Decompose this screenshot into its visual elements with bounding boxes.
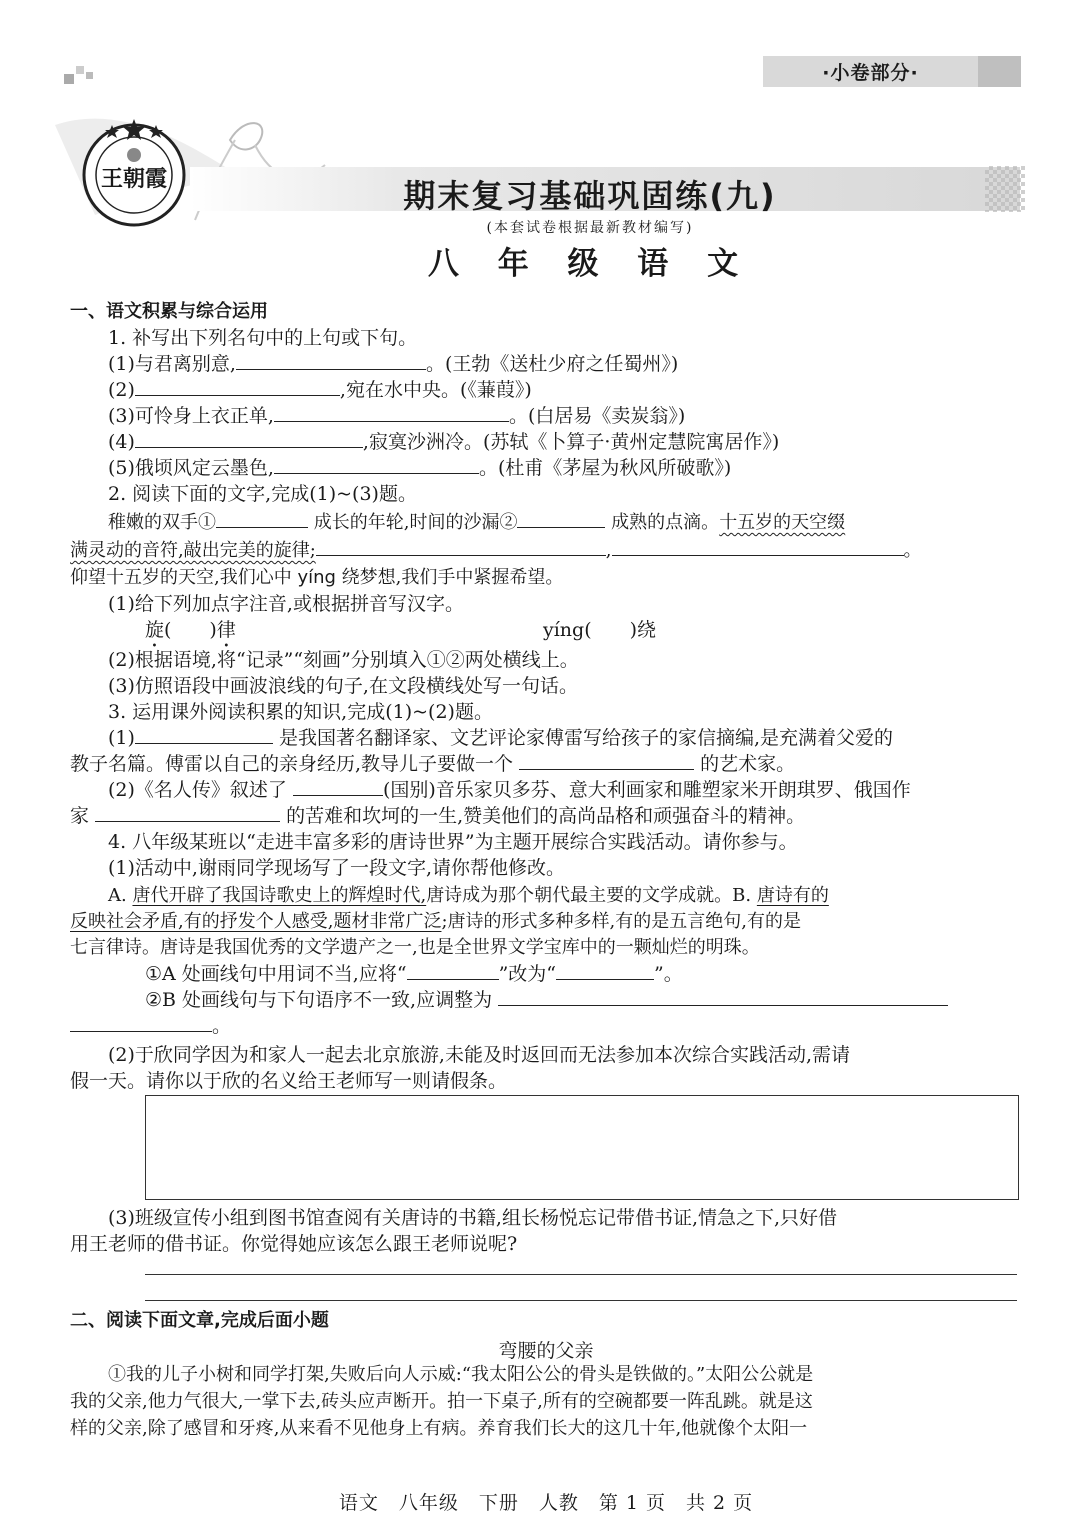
article-paragraph-line: 样的父亲,除了感冒和牙疼,从来看不见他身上有病。养育我们长大的这几十年,他就像个太阳一 xyxy=(70,1418,808,1439)
q2-sub-1: (1)给下列加点字注音,或根据拼音写汉字。 xyxy=(108,593,464,615)
q1-item-4: (4) ,寂寞沙洲冷。(苏轼《卜算子·黄州定慧院寓居作》) xyxy=(108,431,780,453)
q4-passage-line-3: 七言律诗。唐诗是我国优秀的文学遗产之一,也是全世界文学宝库中的一颗灿烂的明珠。 xyxy=(70,937,760,958)
q1-prompt: 1. 补写出下列名句中的上句或下句。 xyxy=(108,327,418,349)
answer-blank[interactable] xyxy=(407,961,499,980)
q1-item-1: (1)与君离别意, 。(王勃《送杜少府之任蜀州》) xyxy=(108,353,679,375)
answer-line[interactable] xyxy=(145,1274,1017,1275)
leave-note-answer-box[interactable] xyxy=(145,1095,1019,1200)
answer-blank[interactable] xyxy=(293,777,383,796)
corner-squares xyxy=(64,62,104,92)
page-title: 期末复习基础巩固练(九) xyxy=(403,177,777,215)
answer-blank[interactable] xyxy=(498,987,948,1006)
answer-blank[interactable] xyxy=(519,751,694,770)
answer-blank[interactable] xyxy=(70,1013,212,1032)
article-paragraph-line: ①我的儿子小树和同学打架,失败后向人示威:“我太阳公公的骨头是铁做的。”太阳公公就是 xyxy=(108,1364,814,1385)
q4-sub-1-b: ②B 处画线句与下句语序不一致,应调整为 xyxy=(145,987,1092,1013)
q1-item-3: (3)可怜身上衣正单, 。(白居易《卖炭翁》) xyxy=(108,405,686,427)
q4-sub-2-line-2: 假一天。请你以于欣的名义给王老师写一则请假条。 xyxy=(70,1070,508,1092)
q2-passage-line-1: 稚嫩的双手① 成长的年轮,时间的沙漏② 成熟的点滴。十五岁的天空缀 xyxy=(108,509,1063,536)
article-title: 弯腰的父亲 xyxy=(498,1340,594,1362)
q2-sub-2: (2)根据语境,将“记录”“刻画”分别填入①②两处横线上。 xyxy=(108,649,579,671)
q3-sub-2-line-1: (2)《名人传》叙述了 (国别)音乐家贝多芬、意大利画家和雕塑家米开朗琪罗、俄国作 xyxy=(108,779,911,801)
q4-sub-1-b-cont: 。 xyxy=(70,1013,1025,1039)
q1-item-5: (5)俄顷风定云墨色, 。(杜甫《茅屋为秋风所破歌》) xyxy=(108,457,732,479)
answer-blank[interactable] xyxy=(95,803,280,822)
section-1-heading: 一、语文积累与综合运用 xyxy=(70,301,268,322)
q4-sub-1-a: ①A 处画线句中用词不当,应将“ ”改为“ ”。 xyxy=(145,963,683,985)
logo-text: 王朝霞 xyxy=(100,166,167,192)
q2-prompt: 2. 阅读下面的文字,完成(1)~(3)题。 xyxy=(108,483,417,505)
answer-blank-2[interactable] xyxy=(517,509,605,528)
q3-prompt: 3. 运用课外阅读积累的知识,完成(1)~(2)题。 xyxy=(108,701,493,723)
q4-sub-3-line-2: 用王老师的借书证。你觉得她应该怎么跟王老师说呢? xyxy=(70,1233,518,1255)
q4-passage-line-2: 反映社会矛盾,有的抒发个人感受,题材非常广泛;唐诗的形式多种多样,有的是五言绝句,有的是 xyxy=(70,911,801,932)
subject-title: 八 年 级 语 文 xyxy=(427,246,753,282)
edition-note: (本套试卷根据最新教材编写) xyxy=(486,220,694,236)
q3-sub-1-line-2: 教子名篇。傅雷以自己的亲身经历,教导儿子要做一个 的艺术家。 xyxy=(70,753,796,775)
q4-passage-line-1: A. 唐代开辟了我国诗歌史上的辉煌时代,唐诗成为那个朝代最主要的文学成就。B. 唐诗有的 xyxy=(108,885,829,906)
answer-blank[interactable] xyxy=(316,537,606,556)
q2-sub-1-item-b: yíng( )绕 xyxy=(543,619,657,641)
q4-prompt: 4. 八年级某班以“走进丰富多彩的唐诗世界”为主题开展综合实践活动。请你参与。 xyxy=(108,831,798,853)
q2-passage-line-3: 仰望十五岁的天空,我们心中 yíng 绕梦想,我们手中紧握希望。 xyxy=(70,567,564,588)
q2-sub-3: (3)仿照语段中画波浪线的句子,在文段横线处写一句话。 xyxy=(108,675,578,697)
answer-blank[interactable] xyxy=(274,403,509,422)
answer-blank[interactable] xyxy=(612,537,904,556)
answer-blank[interactable] xyxy=(236,351,426,370)
q4-sub-2-line-1: (2)于欣同学因为和家人一起去北京旅游,未能及时返回而无法参加本次综合实践活动,需请 xyxy=(108,1044,850,1066)
checker-decoration xyxy=(985,166,1025,212)
q3-sub-1-line-1: (1) 是我国著名翻译家、文艺评论家傅雷写给孩子的家信摘编,是充满着父爱的 xyxy=(108,727,894,749)
article-paragraph-line: 我的父亲,他力气很大,一掌下去,砖头应声断开。拍一下桌子,所有的空碗都要一阵乱跳。就是这 xyxy=(70,1391,813,1412)
q4-sub-3-line-1: (3)班级宣传小组到图书馆查阅有关唐诗的书籍,组长杨悦忘记带借书证,情急之下,只好借 xyxy=(108,1207,838,1229)
q1-item-2: (2) ,宛在水中央。(《蒹葭》) xyxy=(108,379,532,401)
q3-sub-2-line-2: 家 的苦难和坎坷的一生,赞美他们的高尚品格和顽强奋斗的精神。 xyxy=(70,805,806,827)
q2-sub-1-item-a: 旋( )律 xyxy=(145,619,236,641)
q2-passage-line-2: 满灵动的音符,敲出完美的旋律; , 。 xyxy=(70,537,1025,564)
section-tag-side xyxy=(978,56,1021,87)
page-footer: 语文 八年级 下册 人教 第 1 页 共 2 页 xyxy=(338,1492,754,1514)
section-2-heading: 二、阅读下面文章,完成后面小题 xyxy=(70,1310,329,1331)
answer-blank-1[interactable] xyxy=(216,509,308,528)
q4-sub-1: (1)活动中,谢雨同学现场写了一段文字,请你帮他修改。 xyxy=(108,857,565,879)
answer-blank[interactable] xyxy=(135,429,363,448)
answer-blank[interactable] xyxy=(556,961,654,980)
section-tag: ·小卷部分· xyxy=(763,56,978,87)
answer-blank[interactable] xyxy=(274,455,479,474)
answer-blank[interactable] xyxy=(135,725,273,744)
answer-line[interactable] xyxy=(145,1300,1017,1301)
answer-blank[interactable] xyxy=(135,377,340,396)
